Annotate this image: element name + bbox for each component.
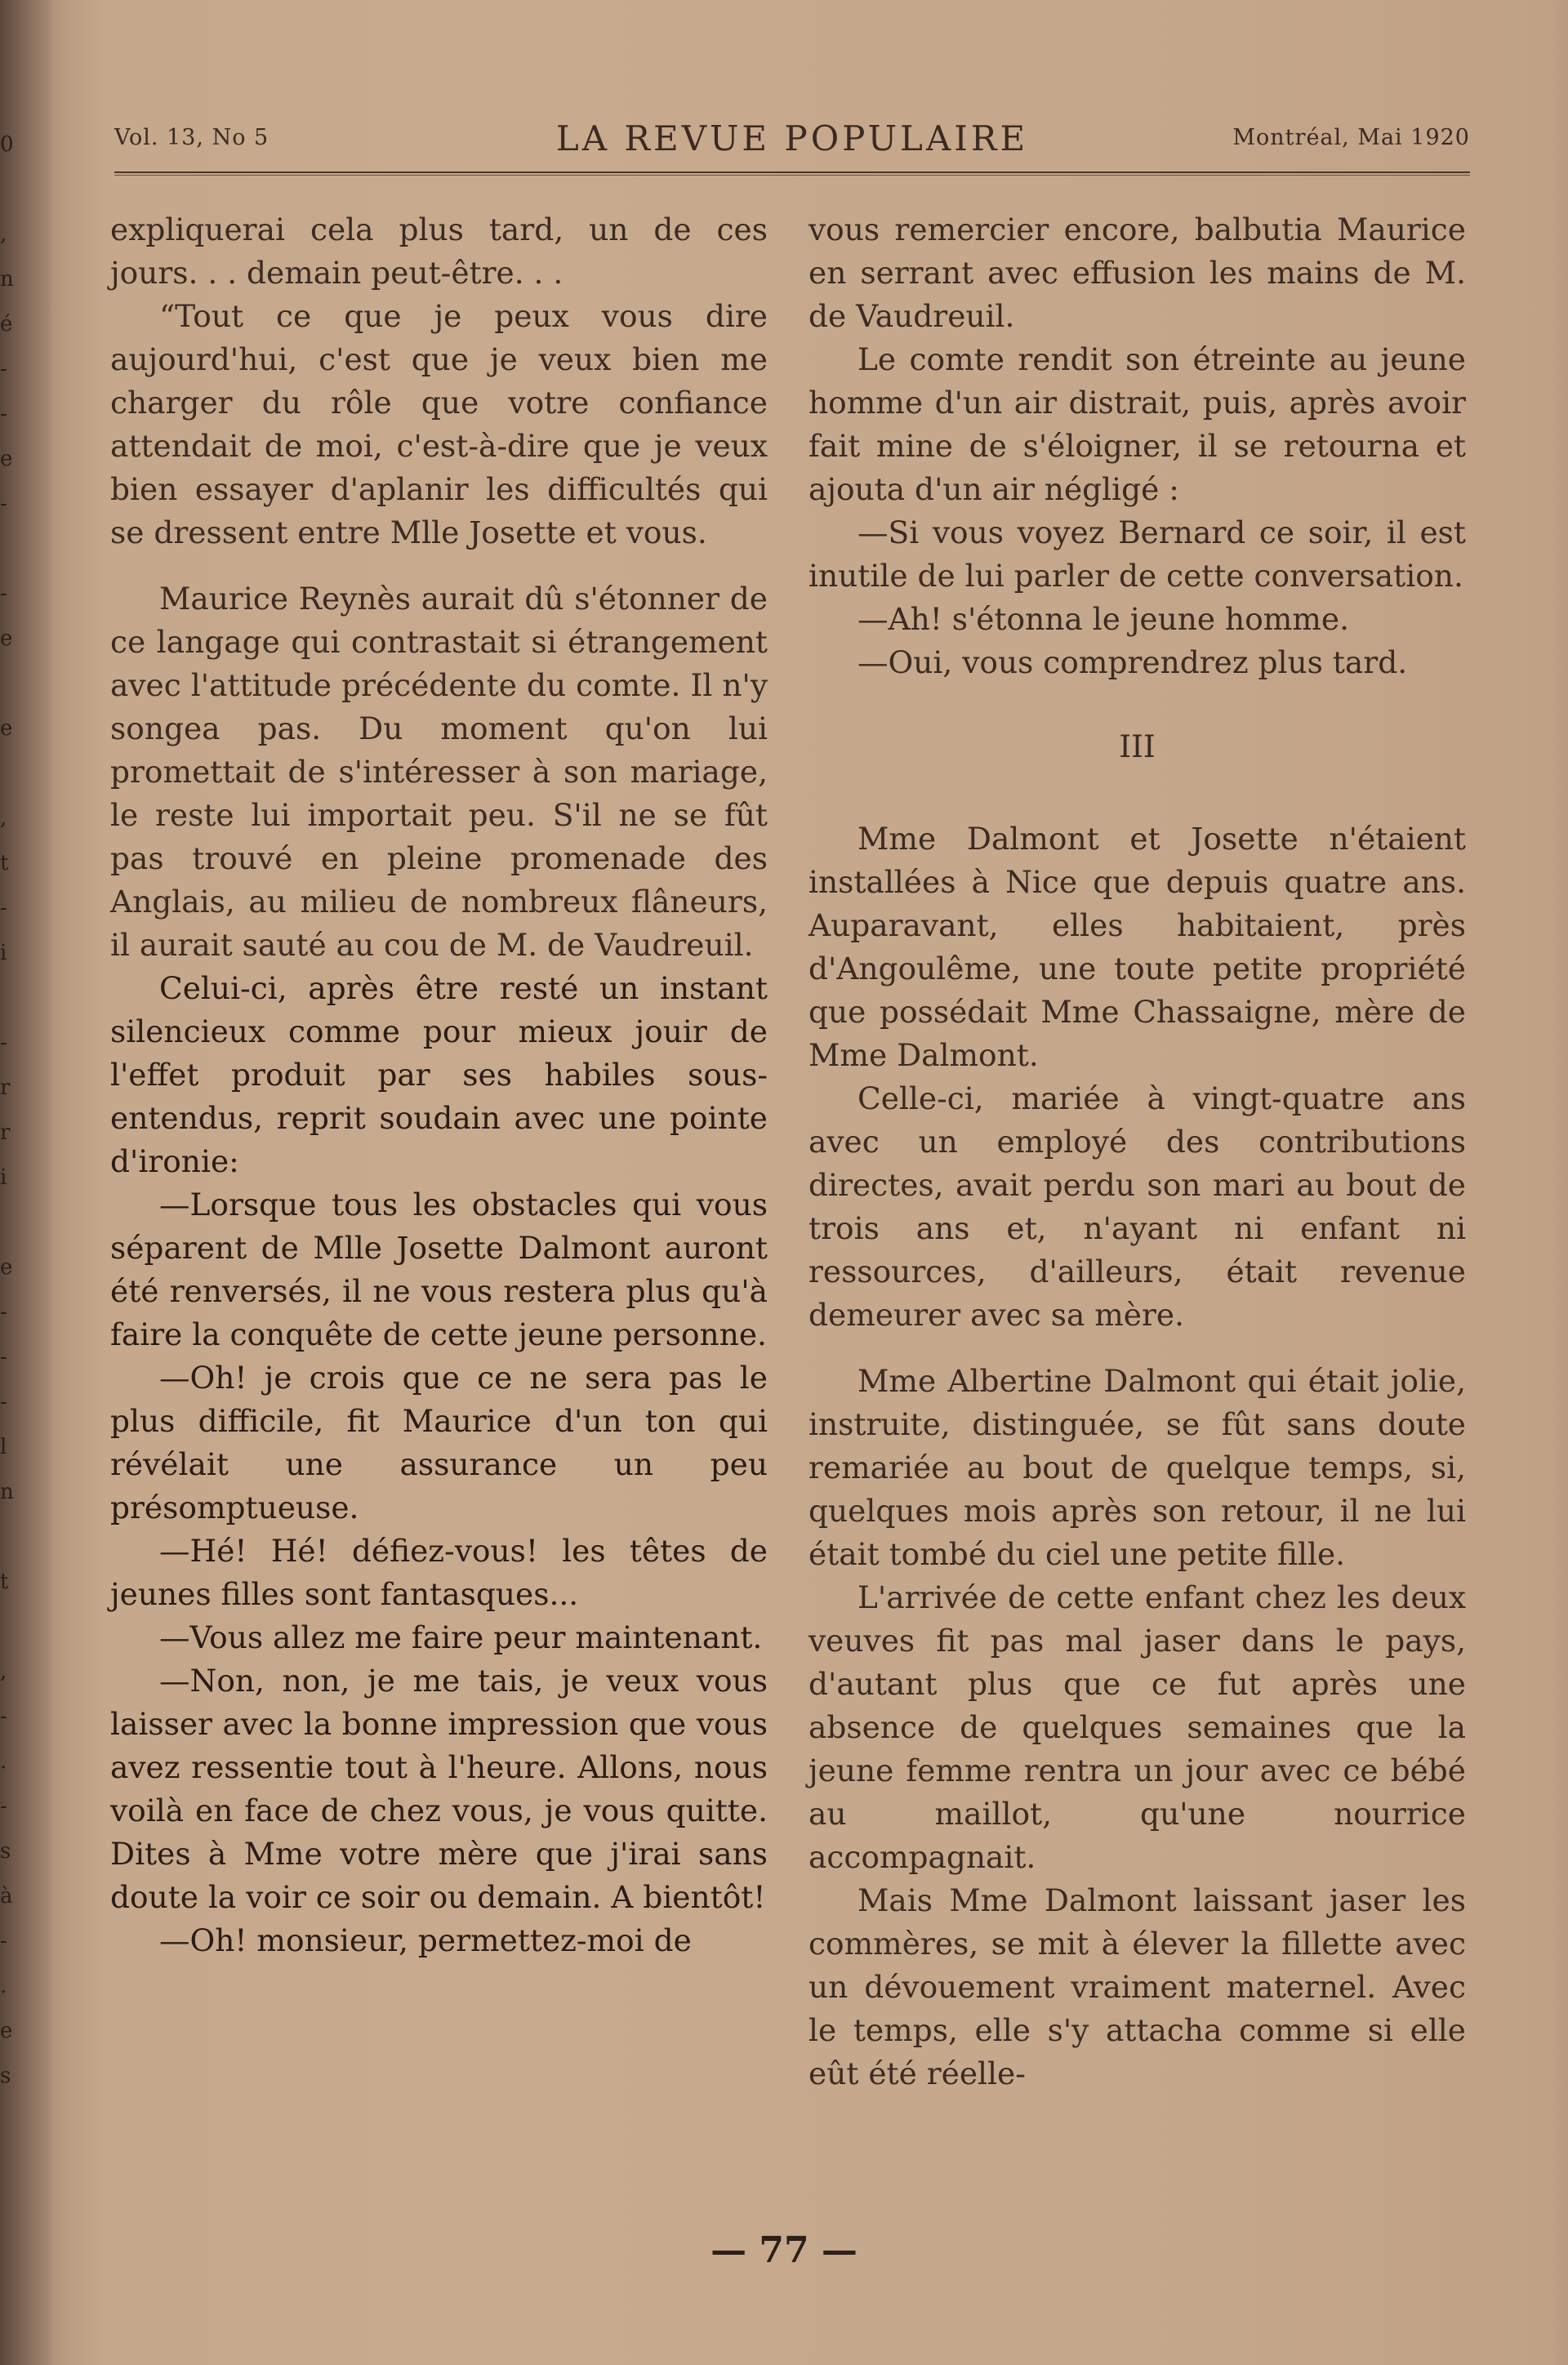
right-column <box>808 208 1466 2096</box>
paragraph: Maurice Reynès aurait dû s'étonner de ce langage qui contrastait si étrangement avec l'attitude précédente du comte. Il n'y songea pas. Du moment qu'on lui promettait de s'intéresser à son mariage, le reste lui importait peu. S'il ne se fût pas trouvé en pleine promenade des Anglais, au milieu de nombreux flâneurs, il aurait sauté au cou de M. de Vaudreuil. <box>110 581 768 963</box>
paragraph: Celui-ci, après être resté un instant silencieux comme pour mieux jouir de l'effet produit par ses habiles sous-entendus, reprit soudain avec une pointe d'ironie: <box>110 970 768 1179</box>
page-number: — 77 — <box>710 2229 858 2271</box>
paragraph: Mme Albertine Dalmont qui était jolie, instruite, distinguée, se fût sans doute remariée au bout de quelque temps, si, quelques mois après son retour, il ne lui était tombé du ciel une petite fille. <box>808 1363 1466 1572</box>
paragraph: L'arrivée de cette enfant chez les deux veuves fit pas mal jaser dans le pays, d'autant plus que ce fut après une absence de quelques semaines que la jeune femme rentra un jour avec ce bébé au maillot, qu'une nourrice accompagnait. <box>808 1579 1466 1875</box>
paragraph: Mais Mme Dalmont laissant jaser les commères, se mit à élever la fillette avec un dévouement vraiment maternel. Avec le temps, elle s'y attacha comme si elle eût été réelle- <box>808 1882 1466 2091</box>
page-header <box>114 118 1470 176</box>
paragraph: expliquerai cela plus tard, un de ces jours. . . demain peut-être. . . <box>110 212 768 291</box>
section-heading: III <box>1119 728 1156 764</box>
paragraph: Le comte rendit son étreinte au jeune homme d'un air distrait, puis, après avoir fait mine de s'éloigner, il se retourna et ajouta d'un air négligé : <box>808 341 1466 507</box>
paragraph: —Ah! s'étonna le jeune homme. <box>858 601 1349 637</box>
paragraph: Mme Dalmont et Josette n'étaient installées à Nice que depuis quatre ans. Auparavant, elles habitaient, près d'Angoulême, une toute petite propriété que possédait Mme Chassaigne, mère de Mme Dalmont. <box>808 821 1466 1073</box>
volume-number: Vol. 13, No 5 <box>114 125 270 150</box>
paragraph: —Si vous voyez Bernard ce soir, il est inutile de lui parler de cette conversation. <box>808 514 1466 594</box>
binding-gutter <box>0 0 51 2365</box>
header-rule <box>114 171 1470 176</box>
paragraph: —Lorsque tous les obstacles qui vous séparent de Mlle Josette Dalmont auront été renversés, il ne vous restera plus qu'à faire la conquête de cette jeune personne. <box>110 1187 768 1352</box>
publication-title: LA REVUE POPULAIRE <box>555 118 1029 158</box>
paragraph: —Hé! Hé! défiez-vous! les têtes de jeunes filles sont fantasques... <box>110 1533 768 1612</box>
gutter-text-fragments: 0 , n é - - e - - e e , t - i - r r i e - - - l n t , - . - s à - . e s <box>0 132 14 2088</box>
paragraph: —Oh! monsieur, permettez-moi de <box>159 1922 692 1958</box>
paragraph: vous remercier encore, balbutia Maurice en serrant avec effusion les mains de M. de Vaudreuil. <box>808 212 1466 334</box>
place-date: Montréal, Mai 1920 <box>1232 125 1470 150</box>
left-column <box>110 208 768 1962</box>
paragraph: —Vous allez me faire peur maintenant. <box>159 1619 763 1655</box>
paragraph: “Tout ce que je peux vous dire aujourd'hui, c'est que je veux bien me charger du rôle que votre confiance attendait de moi, c'est-à-dire que je veux bien essayer d'aplanir les difficultés qui se dressent entre Mlle Josette et vous. <box>110 298 768 550</box>
paragraph: —Oui, vous comprendrez plus tard. <box>858 644 1408 680</box>
paragraph: —Non, non, je me tais, je veux vous laisser avec la bonne impression que vous avez ressentie tout à l'heure. Allons, nous voilà en face de chez vous, je vous quitte. Dites à Mme votre mère que j'irai sans doute la voir ce soir ou demain. A bientôt! <box>110 1663 768 1915</box>
paragraph: Celle-ci, mariée à vingt-quatre ans avec un employé des contributions directes, avait perdu son mari au bout de trois ans et, n'ayant ni enfant ni ressources, d'ailleurs, était revenue demeurer avec sa mère. <box>808 1080 1466 1333</box>
paragraph: —Oh! je crois que ce ne sera pas le plus difficile, fit Maurice d'un ton qui révélait une assurance un peu présomptueuse. <box>110 1360 768 1525</box>
